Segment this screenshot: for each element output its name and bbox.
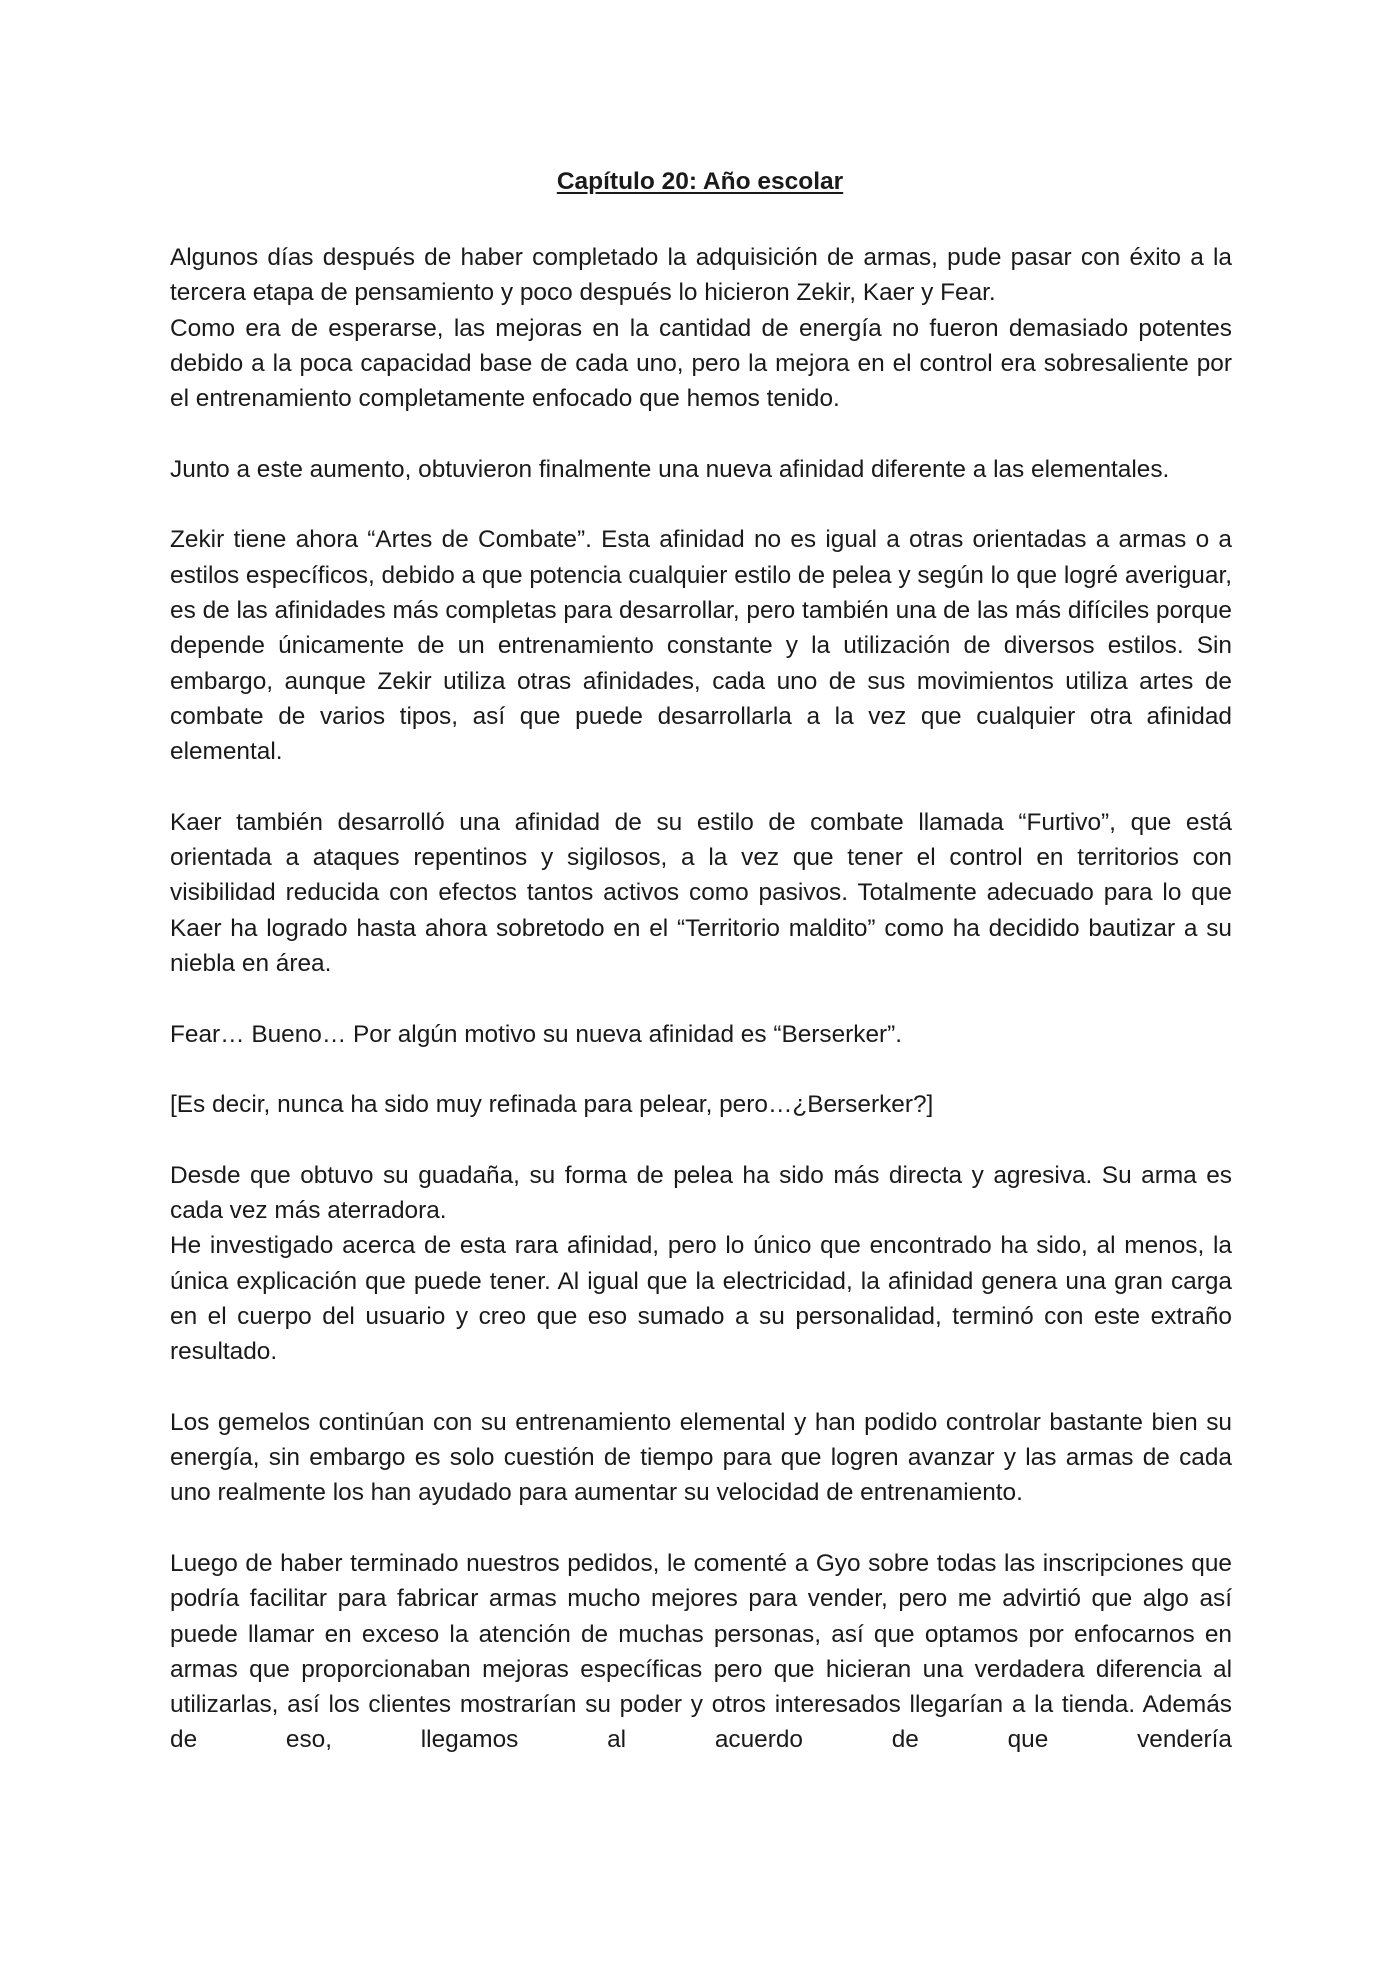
paragraph: [Es decir, nunca ha sido muy refinada para pelear, pero…¿Berserker?] <box>170 1091 934 1119</box>
paragraph: He investigado acerca de esta rara afinidad, pero lo único que encontrado ha sido, al menos, la única explicación que puede tener. Al igual que la electricidad, la afinidad genera una gran carga en el cuerpo del usuario y creo que eso sumado a su personalidad, terminó con este extraño resultado. <box>170 1232 1232 1366</box>
paragraph: Fear… Bueno… Por algún motivo su nueva afinidad es “Berserker”. <box>170 1020 903 1048</box>
paragraph: Kaer también desarrolló una afinidad de su estilo de combate llamada “Furtivo”, que está orientada a ataques repentinos y sigilosos, a la vez que tener el control en territorios con visibilidad reducida con efectos tantos activos como pasivos. Totalmente adecuado para lo que Kaer ha logrado hasta ahora sobretodo en el “Territorio maldito” como ha decidido bautizar a su niebla en área. <box>170 808 1232 977</box>
document-body <box>170 240 1232 1758</box>
paragraph: Zekir tiene ahora “Artes de Combate”. Esta afinidad no es igual a otras orientadas a armas o a estilos específicos, debido a que potencia cualquier estilo de pelea y según lo que logré averiguar, es de las afinidades más completas para desarrollar, pero también una de las más difíciles porque depende únicamente de un entrenamiento constante y la utilización de diversos estilos. Sin embargo, aunque Zekir utiliza otras afinidades, cada uno de sus movimientos utiliza artes de combate de varios tipos, así que puede desarrollarla a la vez que cualquier otra afinidad elemental. <box>170 526 1232 766</box>
paragraph: Como era de esperarse, las mejoras en la cantidad de energía no fueron demasiado potentes debido a la poca capacidad base de cada uno, pero la mejora en el control era sobresaliente por el entrenamiento completamente enfocado que hemos tenido. <box>170 314 1232 413</box>
paragraph: Algunos días después de haber completado la adquisición de armas, pude pasar con éxito a la tercera etapa de pensamiento y poco después lo hicieron Zekir, Kaer y Fear. <box>170 244 1232 307</box>
paragraph: Desde que obtuvo su guadaña, su forma de pelea ha sido más directa y agresiva. Su arma es cada vez más aterradora. <box>170 1161 1232 1225</box>
chapter-title: Capítulo 20: Año escolar <box>556 168 844 195</box>
paragraph: Los gemelos continúan con su entrenamiento elemental y han podido controlar bastante bien su energía, sin embargo es solo cuestión de tiempo para que logren avanzar y las armas de cada uno realmente los han ayudado para aumentar su velocidad de entrenamiento. <box>170 1408 1232 1507</box>
paragraph: Junto a este aumento, obtuvieron finalmente una nueva afinidad diferente a las elementales. <box>170 455 1170 483</box>
paragraph: Luego de haber terminado nuestros pedidos, le comenté a Gyo sobre todas las inscripciones que podría facilitar para fabricar armas mucho mejores para vender, pero me advirtió que algo así puede llamar en exceso la atención de muchas personas, así que optamos por enfocarnos en armas que proporcionaban mejoras específicas pero que hicieran una verdadera diferencia al utilizarlas, así los clientes mostrarían su poder y otros interesados llegarían a la tienda. Además de eso, llegamos al acuerdo de que vendería <box>170 1549 1232 1754</box>
